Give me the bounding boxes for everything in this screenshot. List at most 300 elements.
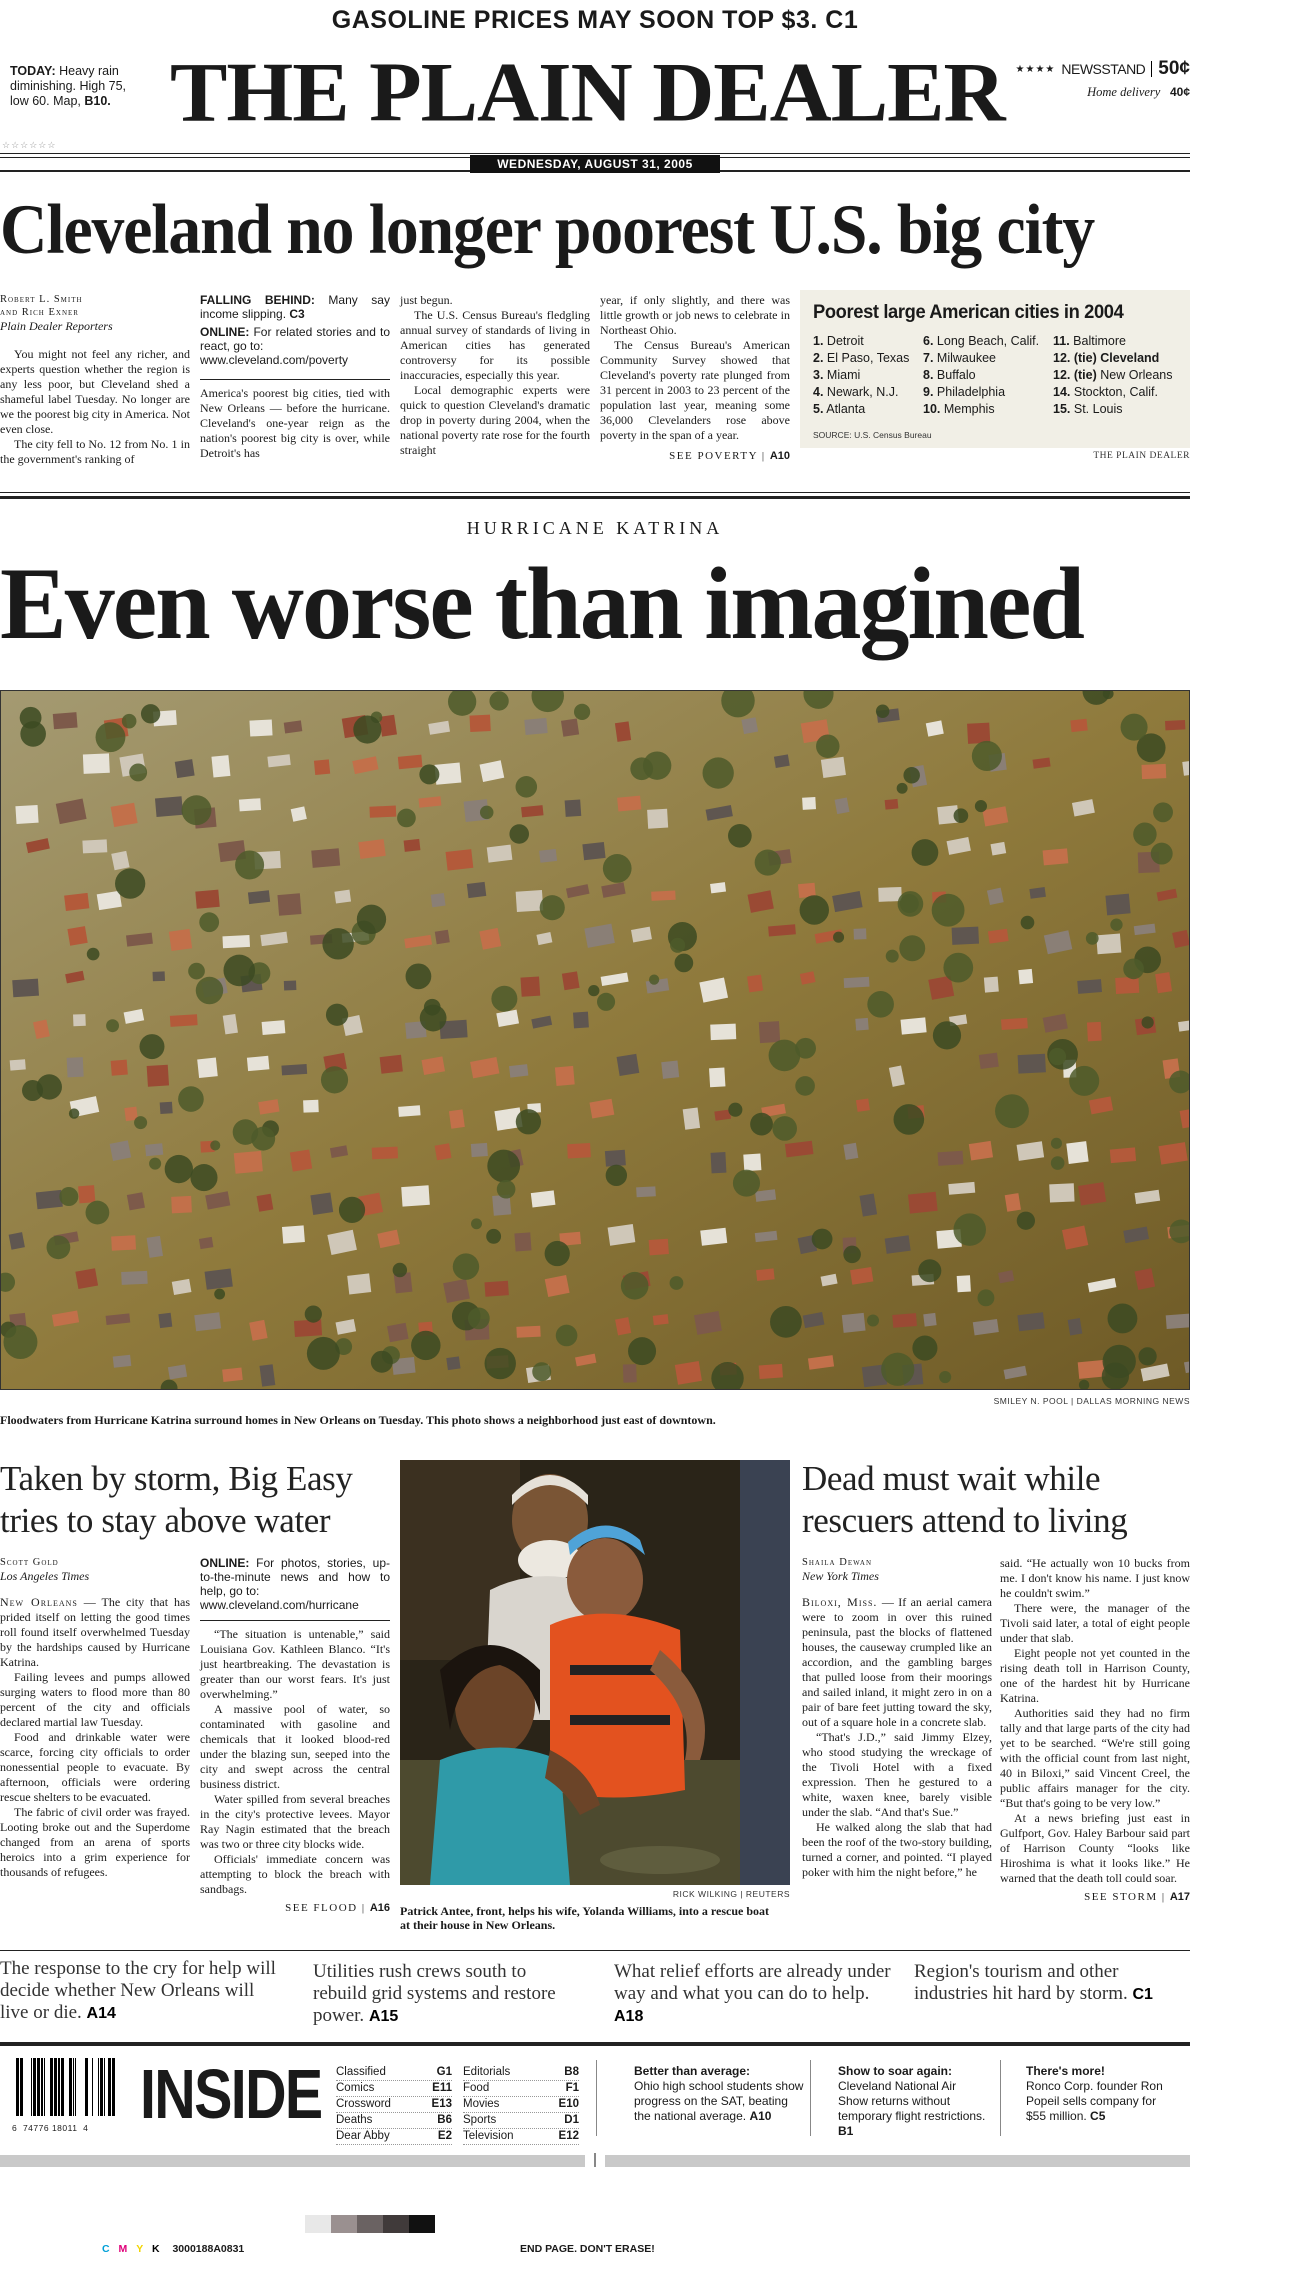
flooded-house-roof	[661, 1060, 679, 1078]
tree-canopy	[972, 741, 1002, 771]
story2-col2-p3: Water spilled from several breaches in the city's protective levees. Mayor Ray Nagin estimated that the breach was two or three city blocks wide.	[200, 1792, 390, 1851]
flooded-house-roof	[158, 1313, 172, 1328]
barcode-bar	[69, 2058, 72, 2116]
flooded-house-roof	[404, 839, 421, 852]
falling-behind-page: C3	[289, 307, 305, 321]
tree-canopy	[47, 1235, 71, 1259]
story2-online-box[interactable]	[200, 1556, 390, 1612]
flood-photo-caption: Floodwaters from Hurricane Katrina surround homes in New Orleans on Tuesday. This photo shows a neighborhood just east of downtown.	[0, 1413, 716, 1427]
story3-org: New York Times	[802, 1569, 879, 1583]
tree-canopy	[1151, 843, 1173, 865]
story1-byline1: Robert L. Smith	[0, 294, 83, 305]
flooded-house-roof	[53, 712, 78, 729]
tree-canopy	[733, 1170, 760, 1197]
stars-icon: ★★★★	[1015, 63, 1056, 75]
tree-canopy	[867, 1314, 879, 1326]
flooded-house-roof	[111, 1235, 136, 1251]
flooded-house-roof	[284, 981, 297, 991]
index-item[interactable]: Movies E10	[463, 2097, 579, 2113]
flooded-house-roof	[380, 1055, 403, 1074]
story3-jump[interactable]	[1000, 1890, 1190, 1905]
tree-canopy	[1123, 959, 1144, 980]
flooded-house-roof	[284, 720, 303, 733]
flooded-house-roof	[239, 798, 261, 811]
tree-canopy	[106, 1019, 119, 1032]
tree-canopy	[795, 1076, 815, 1096]
tree-canopy	[843, 1246, 861, 1264]
poorest-list-col1	[813, 333, 909, 418]
poorest-item: 1. Detroit	[813, 334, 864, 348]
tree-canopy	[912, 1336, 937, 1361]
index-item[interactable]: Dear Abby E2	[336, 2129, 452, 2145]
index-item[interactable]: Comics E11	[336, 2081, 452, 2097]
flooded-house-roof	[1043, 848, 1069, 865]
bottom-gray-bar-left	[0, 2155, 585, 2167]
rescue-photo-credit: RICK WILKING | REUTERS	[672, 1889, 790, 1899]
inside-item-1[interactable]	[634, 2064, 804, 2124]
tree-canopy	[894, 1104, 925, 1135]
story2-byline: Scott Gold	[0, 1557, 59, 1568]
tree-canopy	[770, 1306, 802, 1338]
tree-canopy	[977, 1289, 994, 1306]
flooded-house-roof	[1017, 1312, 1044, 1331]
tree-canopy	[471, 1218, 482, 1229]
story2-p3: Food and drinkable water were scarce, forcing city officials to order nonessential people to evacuate. By afternoon, officials were ordering rescue shelters to be evacuated.	[0, 1730, 190, 1804]
flooded-house-roof	[878, 887, 902, 902]
flooded-house-roof	[145, 1143, 163, 1156]
flooded-house-roof	[802, 797, 816, 810]
flooded-house-roof	[398, 1105, 420, 1117]
story2-col1	[0, 1556, 190, 1880]
inside-item-3-title: There's more!	[1026, 2064, 1105, 2078]
flooded-house-roof	[358, 839, 385, 859]
tree-canopy	[468, 1308, 490, 1330]
flooded-house-roof	[484, 1281, 508, 1297]
flooded-house-roof	[1115, 977, 1139, 994]
flooded-house-roof	[967, 723, 990, 744]
tree-canopy	[532, 1362, 551, 1381]
flooded-house-roof	[835, 797, 850, 814]
swatch	[331, 2215, 357, 2233]
tree-canopy	[897, 783, 908, 794]
flooded-house-roof	[988, 929, 1009, 944]
flooded-house-roof	[653, 1314, 669, 1325]
flooded-house-roof	[990, 842, 1006, 856]
barcode-bar	[61, 2058, 64, 2116]
swatch	[357, 2215, 383, 2233]
weather-text: Heavy rain diminishing. High 75, low 60. Map,	[10, 64, 127, 108]
flooded-house-roof	[774, 754, 790, 768]
flooded-house-roof	[855, 1018, 868, 1031]
story1-col3-p1: just begun.	[400, 293, 453, 307]
barcode-bar	[85, 2058, 88, 2116]
story1-p1: You might not feel any richer, and experts question whether the region is any less poor, but Cleveland shed a shameful label Tuesday. No longer are we the poorest big city in America. Not even close.	[0, 347, 190, 436]
flooded-house-roof	[1077, 979, 1102, 994]
tree-canopy	[149, 1158, 161, 1170]
poorest-item: 10. Memphis	[923, 402, 995, 416]
tree-canopy	[628, 1337, 656, 1365]
flooded-house-roof	[948, 1182, 975, 1195]
flooded-house-roof	[435, 1143, 452, 1160]
flooded-house-roof	[759, 1021, 780, 1043]
tree-canopy	[574, 704, 590, 720]
price-box	[1015, 58, 1190, 100]
barcode-bar	[20, 2058, 23, 2116]
story2-p2: Failing levees and pumps allowed surging waters to flood more than 80 percent of the city and officials declared martial law Tuesday.	[0, 1670, 190, 1729]
tree-canopy	[196, 977, 223, 1004]
flooded-house-roof	[222, 935, 250, 948]
flooded-house-roof	[1141, 764, 1166, 779]
flooded-house-roof	[78, 1185, 95, 1203]
tree-canopy	[134, 1116, 147, 1129]
flooded-house-roof	[844, 977, 870, 988]
dateline-text: WEDNESDAY, AUGUST 31, 2005	[497, 157, 693, 171]
poorest-item: 5. Atlanta	[813, 402, 866, 416]
poorest-list-col3	[1053, 333, 1173, 418]
tree-canopy	[1138, 1347, 1156, 1365]
tree-canopy	[487, 1150, 520, 1183]
tree-canopy	[1051, 1156, 1065, 1170]
teaser-1-text: The response to the cry for help will decide whether New Orleans will live or die.	[0, 1958, 276, 2023]
flooded-house-roof	[1166, 1313, 1190, 1329]
flooded-house-roof	[82, 839, 107, 853]
flooded-house-roof	[694, 1311, 722, 1335]
tree-canopy	[86, 1201, 110, 1225]
story2-jump-page: A16	[369, 1902, 390, 1914]
poorest-item: 2. El Paso, Texas	[813, 351, 910, 365]
flooded-house-roof	[446, 849, 474, 871]
index-item[interactable]: Classified G1	[336, 2065, 452, 2081]
tree-canopy	[1133, 823, 1156, 846]
tree-canopy	[178, 1086, 204, 1112]
flooded-house-roof	[567, 1143, 591, 1159]
inside-item-1-page: A10	[749, 2109, 772, 2123]
story1-online-text: For related stories and to react, go to:	[200, 325, 390, 353]
flooded-house-roof	[1105, 894, 1130, 916]
flooded-house-roof	[952, 927, 979, 945]
flooded-house-roof	[1049, 1183, 1074, 1202]
falling-behind-text: Many say income slipping.	[200, 293, 390, 321]
tree-canopy	[939, 1371, 951, 1383]
index-item[interactable]: Editorials B8	[463, 2065, 579, 2081]
flooded-house-roof	[175, 759, 195, 778]
flooded-house-roof	[509, 1064, 528, 1077]
flooded-house-roof	[1001, 1018, 1028, 1030]
flooded-house-roof	[111, 803, 138, 827]
flooded-house-roof	[471, 1143, 488, 1157]
tree-canopy	[1153, 802, 1173, 822]
teaser-1-page: A14	[86, 2005, 116, 2022]
flooded-house-roof	[539, 849, 557, 863]
flooded-house-roof	[401, 1185, 430, 1206]
flooded-house-roof	[675, 1361, 702, 1385]
tree-canopy	[812, 1229, 833, 1250]
poorest-credit: THE PLAIN DEALER	[1093, 451, 1190, 461]
story1-org: Plain Dealer Reporters	[0, 319, 113, 333]
story1-col2-p1: America's poorest big cities, tied with New Orleans — before the hurricane. Cleveland's one-year reign as the nation's poorest big city is over, while Detroit's has	[200, 386, 390, 460]
story3-dateline: Biloxi, Miss.	[802, 1595, 878, 1609]
teaser-2-page: A15	[368, 2008, 399, 2025]
poorest-item: 14. Stockton, Calif.	[1053, 385, 1158, 399]
story1-headline[interactable]: Cleveland no longer poorest U.S. big city	[0, 191, 1095, 269]
flooded-house-roof	[1029, 887, 1046, 899]
katrina-kicker: HURRICANE KATRINA	[466, 518, 724, 538]
barcode-bar	[98, 2058, 99, 2116]
flooded-house-roof	[446, 1356, 460, 1370]
flooded-house-roof	[222, 1368, 243, 1382]
flooded-house-roof	[12, 979, 39, 998]
poorest-item: 12. (tie) Cleveland	[1053, 351, 1160, 365]
flooded-house-roof	[617, 796, 641, 812]
tree-canopy	[486, 1229, 501, 1244]
teaser-2[interactable]	[313, 1961, 583, 2028]
tree-canopy	[489, 691, 508, 710]
tree-canopy	[833, 932, 844, 943]
tree-canopy	[1142, 1016, 1154, 1028]
story2-col2	[200, 1556, 390, 1916]
tree-canopy	[954, 808, 969, 823]
inside-item-1-text: Ohio high school students show progress on the SAT, beating the national average.	[634, 2079, 804, 2123]
katrina-headline[interactable]: Even worse than imagined	[0, 547, 1084, 661]
story1-online-box[interactable]	[200, 325, 390, 367]
story3-col2-p2: There were, the manager of the Tivoli said later, a total of eight people under that slab.	[1000, 1601, 1190, 1645]
inside-item-3[interactable]	[1026, 2064, 1176, 2124]
flooded-house-roof	[67, 926, 87, 946]
index-right	[463, 2065, 579, 2145]
tree-canopy	[670, 938, 685, 953]
flooded-house-roof	[314, 759, 330, 775]
tree-canopy	[339, 1197, 365, 1223]
flooded-house-roof	[651, 891, 676, 901]
falling-behind-label: FALLING BEHIND:	[200, 293, 315, 307]
tree-canopy	[943, 953, 973, 983]
tree-canopy	[556, 1325, 578, 1347]
tree-canopy	[1051, 1138, 1062, 1149]
tree-canopy	[322, 928, 353, 959]
flooded-house-roof	[741, 717, 758, 734]
index-item[interactable]: Crossword E13	[336, 2097, 452, 2113]
story1-jump[interactable]	[600, 449, 790, 464]
flood-aerial-photo	[0, 690, 1190, 1390]
flooded-house-roof	[10, 1059, 26, 1070]
flooded-house-roof	[281, 1064, 307, 1075]
flooded-house-roof	[147, 1065, 169, 1087]
tree-canopy	[509, 824, 529, 844]
tree-canopy	[933, 1021, 961, 1049]
masthead-title[interactable]: THE PLAIN DEALER	[170, 44, 1005, 140]
story3-col2	[1000, 1556, 1190, 1905]
barcode-bar	[54, 2058, 57, 2116]
flooded-house-roof	[449, 1109, 465, 1128]
tree-canopy	[188, 963, 205, 980]
poorest-item: 15. St. Louis	[1053, 402, 1123, 416]
story2-online-label: ONLINE:	[200, 1556, 250, 1570]
barcode-number: 6 74776 18011 4	[12, 2123, 89, 2133]
teaser-3-page: A18	[614, 2008, 644, 2025]
tree-canopy	[800, 895, 829, 924]
flooded-house-roof	[900, 1017, 926, 1034]
barcode-bar	[73, 2058, 74, 2116]
poorest-item: 8. Buffalo	[923, 368, 976, 382]
story1-col1	[0, 293, 190, 467]
story2-headline[interactable]: Taken by storm, Big Easy tries to stay above water	[0, 1459, 353, 1540]
story2-jump[interactable]	[200, 1901, 390, 1916]
flooded-house-roof	[984, 977, 999, 993]
index-item[interactable]: Deaths B6	[336, 2113, 452, 2129]
tree-canopy	[321, 1066, 348, 1093]
story1-online-label: ONLINE:	[200, 325, 250, 339]
flooded-house-roof	[1066, 1141, 1088, 1164]
flooded-house-roof	[649, 1239, 669, 1256]
rescue-photo	[400, 1460, 790, 1885]
flooded-house-roof	[1078, 1182, 1106, 1205]
flooded-house-roof	[957, 1275, 971, 1292]
flooded-house-roof	[710, 1024, 736, 1041]
flooded-house-roof	[9, 1232, 25, 1250]
story2-col2-p4: Officials' immediate concern was attempting to block the breach with sandbags.	[200, 1852, 390, 1896]
inside-item-2-text: Cleveland National Air Show returns without temporary flight restrictions.	[838, 2079, 986, 2123]
inside-title: INSIDE	[140, 2055, 322, 2133]
tree-canopy	[22, 1080, 43, 1101]
barcode-bar	[75, 2058, 76, 2116]
tree-canopy	[129, 763, 147, 781]
flooded-house-roof	[1005, 1193, 1021, 1212]
tree-canopy	[876, 705, 889, 718]
story3-col2-p4: Authorities said they had no firm tally and that large parts of the city had yet to be searched. “We're still going with the official count from last night, 40 in Biloxi,” said Vincent Creel, the public affairs manager for the city. “But that's going to be very low.”	[1000, 1706, 1190, 1810]
story3-col2-p5: At a news briefing just east in Gulfport, Gov. Haley Barbour said part of Harrison County “looks like Hiroshima is what it looks like.” He warned that the death toll could soar.	[1000, 1811, 1190, 1885]
index-item[interactable]: Television E12	[463, 2129, 579, 2145]
flooded-house-roof	[842, 1313, 866, 1333]
story3-byline: Shaila Dewan	[802, 1557, 873, 1568]
flooded-house-roof	[205, 1268, 233, 1289]
tree-canopy	[1079, 1380, 1089, 1390]
tree-canopy	[772, 1116, 797, 1141]
teaser-1[interactable]	[0, 1958, 285, 2025]
end-page-note: END PAGE. DON'T ERASE!	[520, 2243, 655, 2255]
inside-item-2[interactable]	[838, 2064, 988, 2139]
inside-item-3-text: Ronco Corp. founder Ron Popeil sells company for $55 million.	[1026, 2079, 1163, 2123]
tree-canopy	[96, 722, 126, 752]
flooded-house-roof	[756, 1268, 775, 1281]
flooded-house-roof	[197, 1058, 218, 1079]
swatch	[383, 2215, 409, 2233]
tree-canopy	[886, 950, 899, 963]
tree-canopy	[214, 1289, 225, 1300]
tree-canopy	[1102, 1362, 1129, 1389]
barcode-bar	[50, 2058, 53, 2116]
flooded-house-roof	[636, 1186, 656, 1197]
flooded-house-roof	[683, 1107, 700, 1129]
flooded-house-roof	[64, 893, 89, 911]
flooded-house-roof	[334, 890, 351, 904]
teaser-4[interactable]	[914, 1961, 1190, 2006]
flooded-house-roof	[75, 1268, 98, 1289]
story2-online-text: For photos, stories, up-to-the-minute news and how to help, go to:	[200, 1556, 390, 1598]
barcode-bar	[104, 2058, 105, 2116]
flooded-house-roof	[262, 1020, 286, 1035]
flooded-house-roof	[516, 1326, 540, 1338]
flooded-house-roof	[555, 1066, 575, 1086]
tree-canopy	[1110, 919, 1122, 931]
tree-canopy	[20, 721, 46, 747]
tree-canopy	[728, 1103, 742, 1117]
tree-canopy	[975, 800, 987, 812]
index-item[interactable]: Sports D1	[463, 2113, 579, 2129]
flooded-house-roof	[617, 1054, 640, 1076]
tree-canopy	[3, 1325, 37, 1359]
poorest-list-col2	[923, 333, 1039, 418]
poorest-box-title: Poorest large American cities in 2004	[813, 301, 1124, 323]
flooded-house-roof	[257, 1194, 274, 1212]
teaser-3[interactable]	[614, 1961, 894, 2028]
tree-canopy	[932, 894, 965, 927]
flooded-house-roof	[153, 971, 165, 981]
story3-col2-p1: said. “He actually won 10 bucks from me. I don't know his name. I just know he couldn't swim.”	[1000, 1556, 1190, 1600]
tree-canopy	[903, 767, 920, 784]
index-item[interactable]: Food F1	[463, 2081, 579, 2097]
dateline-bar	[470, 155, 720, 173]
barcode-bar	[31, 2058, 32, 2116]
story1-col3-p3: Local demographic experts were quick to question Cleveland's dramatic drop in poverty during 2004, when the national poverty rate rose for the fourth straight	[400, 383, 590, 457]
story1-online-url[interactable]: www.cleveland.com/poverty	[200, 353, 349, 367]
tree-canopy	[516, 776, 538, 798]
flooded-house-roof	[1165, 720, 1185, 730]
story1-col4	[600, 293, 790, 464]
flooded-house-roof	[431, 893, 446, 907]
inside-item-2-page: B1	[838, 2124, 854, 2138]
poorest-cities-box	[800, 290, 1190, 448]
flooded-house-roof	[623, 1364, 637, 1383]
flooded-house-roof	[908, 1192, 938, 1214]
weather-box	[10, 64, 130, 109]
tree-canopy	[420, 1005, 447, 1032]
tree-canopy	[251, 1127, 275, 1151]
flooded-house-roof	[843, 1143, 858, 1160]
top-banner[interactable]	[0, 6, 1190, 35]
flooded-house-roof	[36, 1190, 63, 1209]
tree-canopy	[597, 993, 615, 1011]
inside-item-1-title: Better than average:	[634, 2064, 751, 2078]
flooded-house-roof	[113, 1355, 132, 1368]
flooded-house-roof	[520, 976, 540, 996]
flooded-house-roof	[647, 809, 668, 829]
flooded-house-roof	[524, 718, 547, 735]
flooded-house-roof	[310, 1192, 333, 1214]
falling-behind-teaser[interactable]	[200, 293, 390, 321]
flooded-house-roof	[1087, 1022, 1102, 1042]
flooded-house-roof	[1068, 1318, 1083, 1335]
story1-jump-see: SEE POVERTY |	[669, 450, 766, 462]
story3-headline[interactable]: Dead must wait while rescuers attend to living	[802, 1459, 1128, 1540]
tree-canopy	[406, 963, 432, 989]
flooded-house-roof	[885, 1235, 911, 1254]
flooded-house-roof	[387, 1323, 409, 1342]
story2-online-url[interactable]: www.cleveland.com/hurricane	[200, 1598, 359, 1612]
flooded-house-roof	[759, 1364, 783, 1379]
flooded-house-roof	[562, 971, 580, 990]
flooded-house-roof	[892, 1313, 917, 1328]
flooded-house-roof	[73, 1014, 86, 1026]
tree-canopy	[223, 955, 255, 987]
flooded-house-roof	[111, 1060, 128, 1076]
tree-canopy	[199, 912, 219, 932]
printer-code: 3000188A0831	[172, 2243, 245, 2255]
flooded-house-roof	[565, 799, 582, 816]
story1-byline2: and Rich Exner	[0, 307, 79, 318]
tree-canopy	[899, 935, 925, 961]
tree-canopy	[115, 868, 145, 898]
newsstand-price: 50¢	[1158, 58, 1190, 79]
